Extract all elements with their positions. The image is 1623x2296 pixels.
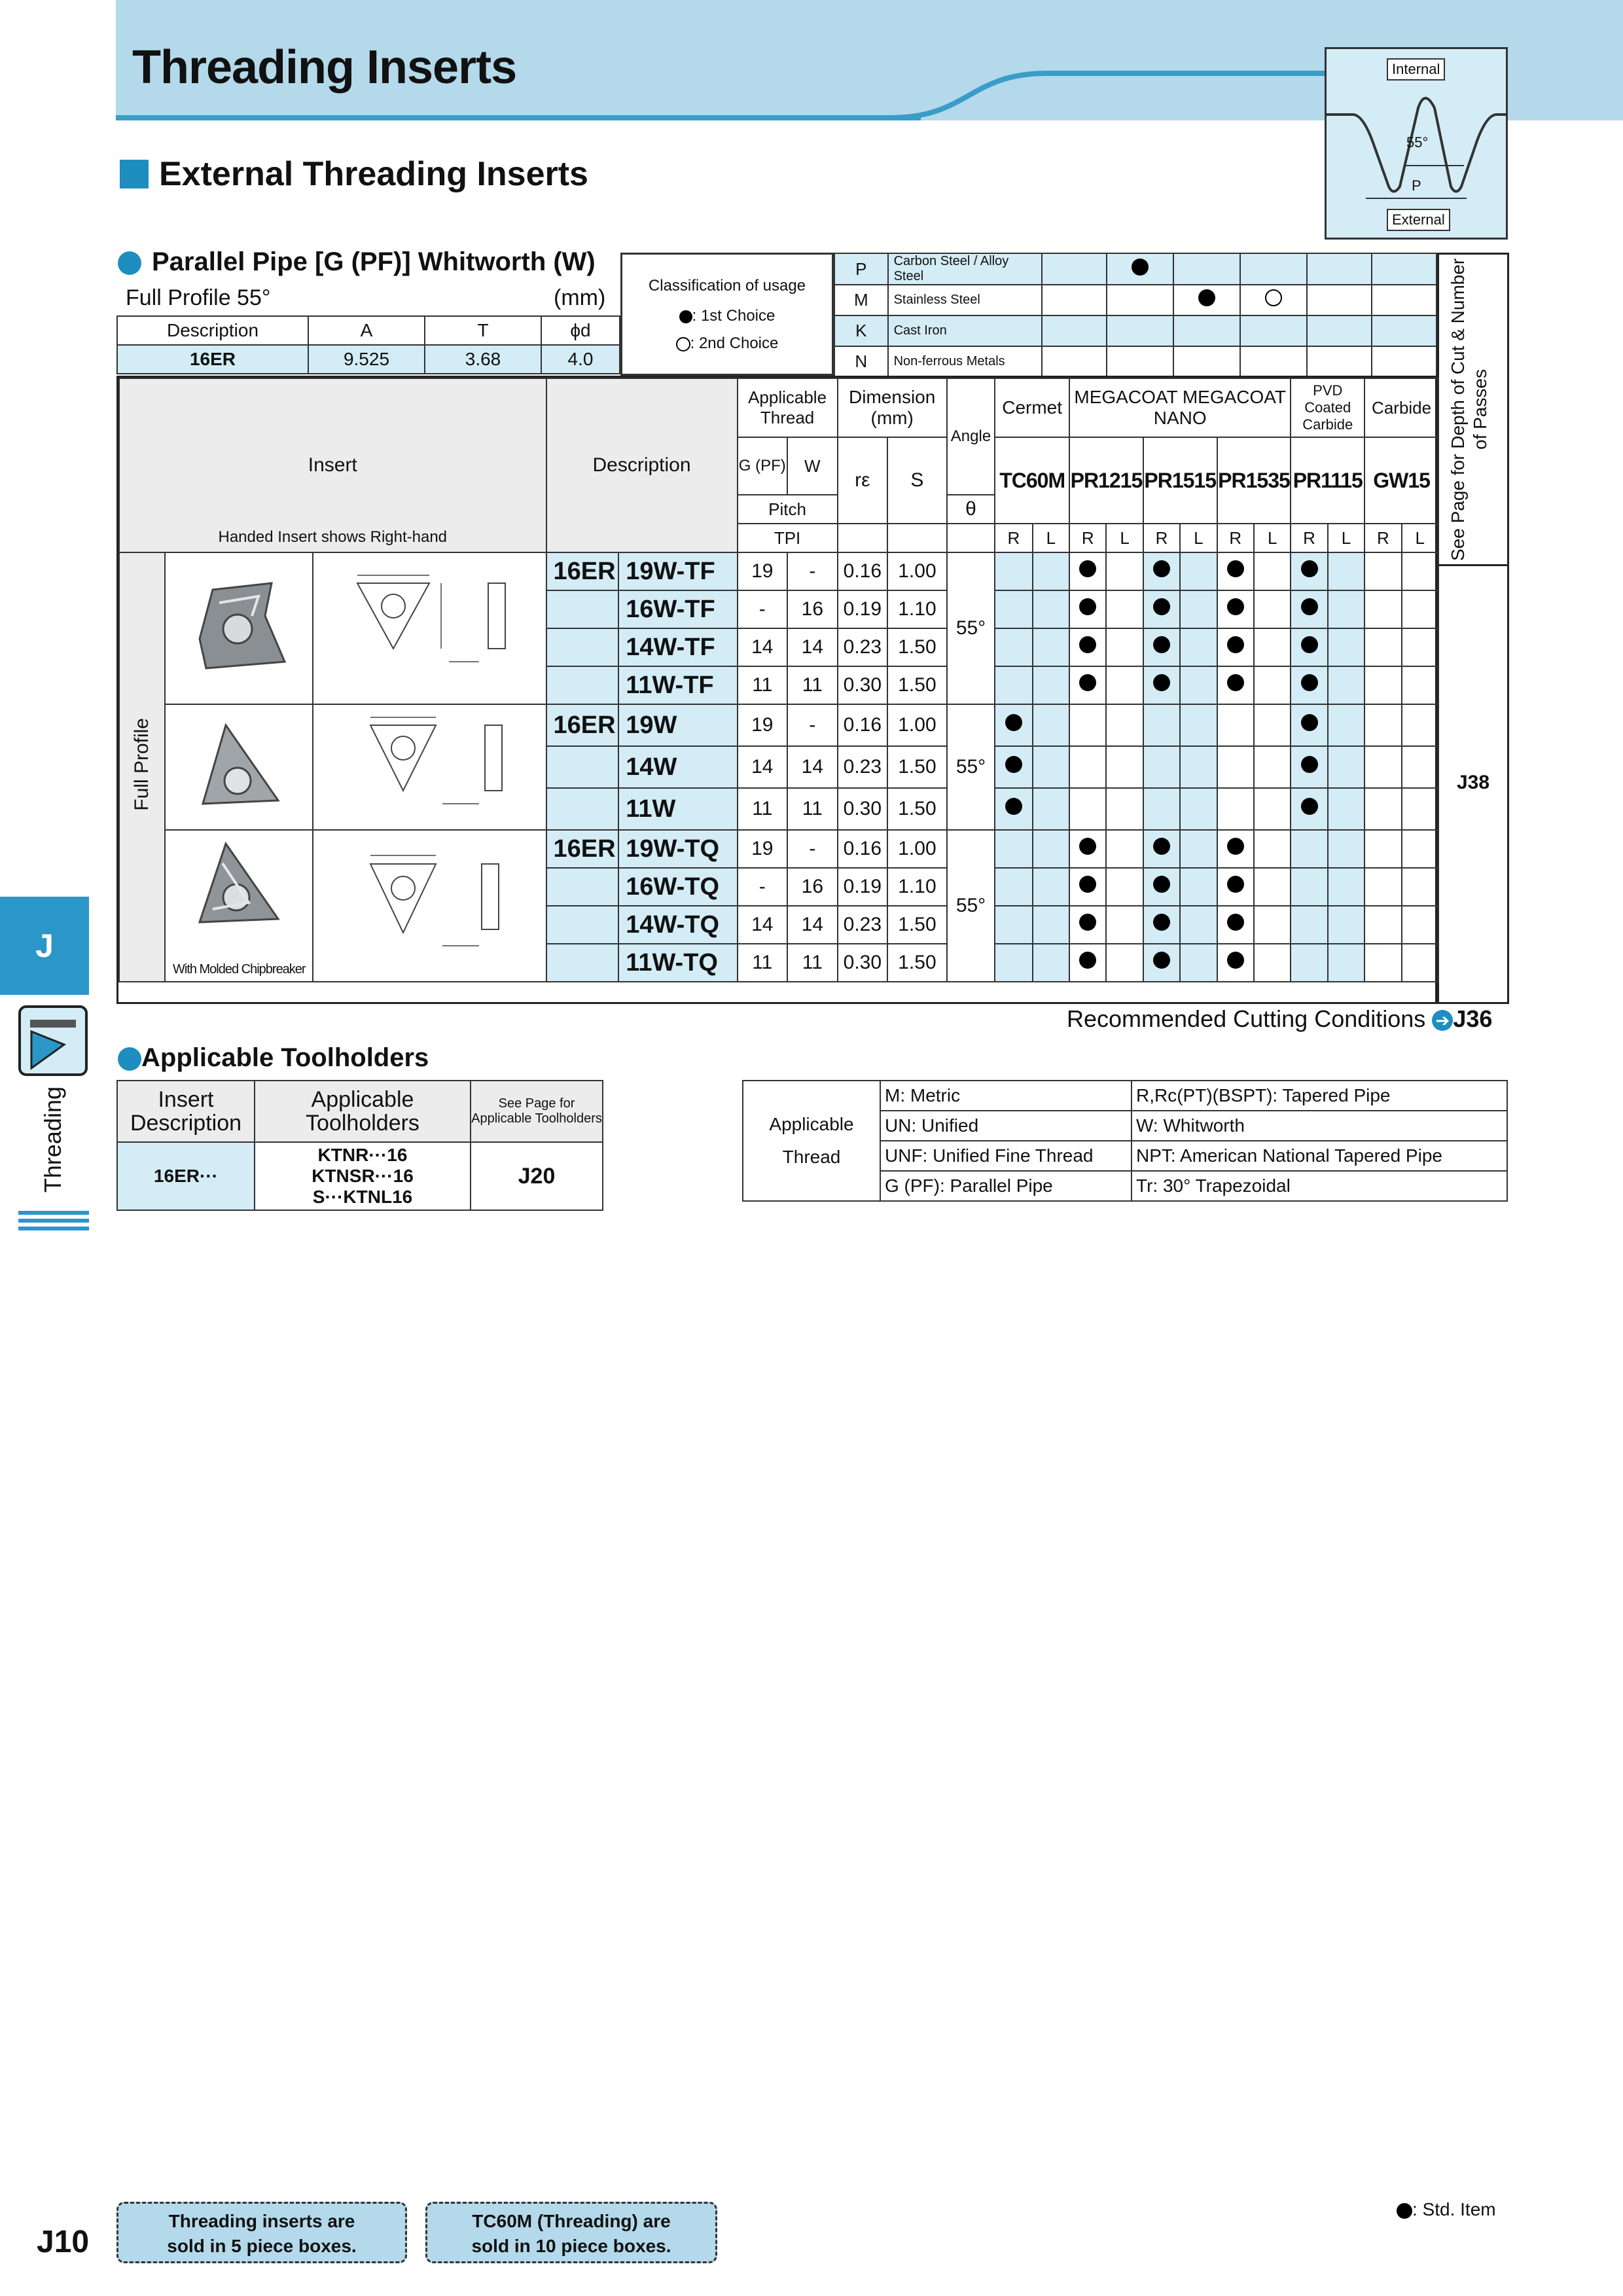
dim-s: 1.00 — [887, 552, 947, 590]
cermet-header: Cermet — [995, 378, 1069, 437]
std-item-icon — [1227, 914, 1244, 931]
dim-s: 1.50 — [887, 788, 947, 830]
insert-tf-icon — [187, 577, 291, 675]
insert-tq-icon — [187, 837, 291, 935]
material-code: M — [834, 285, 888, 315]
legend-item: R,Rc(PT)(BSPT): Tapered Pipe — [1132, 1081, 1507, 1111]
desc-code: 19W — [618, 704, 737, 746]
material-code: N — [834, 346, 888, 377]
dimension-drawing-icon — [331, 564, 527, 688]
insert-table — [116, 376, 1437, 1004]
first-choice-legend — [622, 307, 832, 325]
spec-header-description: Description — [117, 316, 308, 345]
thread-profile-diagram — [1325, 47, 1508, 240]
thread-g: 19 — [738, 704, 788, 746]
desc-code: 16W-TQ — [618, 868, 737, 906]
side-rule — [18, 1227, 89, 1230]
thread-g: 14 — [738, 628, 788, 666]
dim-re: 0.30 — [838, 666, 888, 704]
side-label-wrap — [39, 1086, 79, 1198]
spec-header-a: A — [308, 316, 425, 345]
dim-re: 0.23 — [838, 628, 888, 666]
recommended-label: Recommended Cutting Conditions — [1067, 1005, 1426, 1032]
applicable-thread-header: Applicable Thread — [738, 378, 838, 437]
s-header: S — [887, 437, 947, 524]
std-item-icon — [1079, 838, 1096, 855]
classification-title: Classification of usage — [648, 277, 806, 295]
g-pf-header: G (PF) — [738, 437, 788, 495]
thread-w: - — [787, 552, 838, 590]
thread-w: 14 — [787, 746, 838, 788]
thread-g: 14 — [738, 746, 788, 788]
dim-s: 1.00 — [887, 704, 947, 746]
dim-re: 0.19 — [838, 868, 888, 906]
std-item-icon — [1301, 674, 1318, 691]
profile-cell — [119, 552, 165, 982]
material-name: Carbon Steel / Alloy Steel — [888, 253, 1042, 285]
header-curve — [851, 65, 1348, 124]
std-item-icon — [1227, 674, 1244, 691]
thread-g: - — [738, 868, 788, 906]
legend-label-1: Applicable — [769, 1114, 854, 1134]
second-choice-label: : 2nd Choice — [690, 334, 779, 352]
profile-label: Full Profile — [131, 718, 153, 811]
megacoat-header: MEGACOAT MEGACOAT NANO — [1069, 378, 1291, 437]
thread-g: 11 — [738, 944, 788, 982]
insert-header-label: Insert — [308, 454, 357, 476]
spec-cell-d: 4.0 — [541, 345, 620, 374]
dim-re: 0.30 — [838, 944, 888, 982]
second-choice-legend — [622, 334, 832, 353]
angle-value: 55° — [947, 704, 995, 830]
dim-s: 1.50 — [887, 746, 947, 788]
pitch-header: Pitch — [738, 495, 838, 524]
hand-r: R — [995, 524, 1032, 552]
box-note-1-line: Threading inserts are — [168, 2211, 355, 2231]
hand-r: R — [1217, 524, 1254, 552]
desc-prefix: 16ER — [546, 704, 619, 746]
dim-s: 1.00 — [887, 830, 947, 868]
dim-s: 1.10 — [887, 590, 947, 628]
external-label: External — [1387, 209, 1450, 231]
dim-s: 1.50 — [887, 628, 947, 666]
std-item-icon — [1079, 636, 1096, 653]
spec-header-t: T — [425, 316, 541, 345]
profile-label: Full Profile 55° — [126, 285, 271, 310]
theta-header: θ — [947, 495, 995, 524]
std-item-icon — [1301, 756, 1318, 773]
std-item-icon — [1227, 952, 1244, 969]
std-item-icon — [1227, 636, 1244, 653]
thread-g: 19 — [738, 830, 788, 868]
std-item-icon — [1301, 560, 1318, 577]
material-name: Stainless Steel — [888, 285, 1042, 315]
th-header-insert: Insert Description — [117, 1081, 255, 1142]
description-header: Description — [546, 378, 738, 552]
dim-re: 0.30 — [838, 788, 888, 830]
recommended-conditions[interactable] — [1067, 1005, 1492, 1033]
std-item-icon — [1227, 876, 1244, 893]
depth-page-ref: J38 — [1456, 772, 1490, 793]
hand-l: L — [1106, 524, 1143, 552]
legend-label — [743, 1081, 880, 1201]
thread-w: 14 — [787, 906, 838, 944]
std-item-icon — [1153, 560, 1170, 577]
std-item-icon — [1397, 2203, 1412, 2219]
hand-l: L — [1254, 524, 1291, 552]
dim-re: 0.16 — [838, 704, 888, 746]
std-item-icon — [1005, 798, 1022, 815]
std-item-icon — [1153, 838, 1170, 855]
th-holders — [255, 1142, 471, 1210]
thread-g: - — [738, 590, 788, 628]
desc-code: 14W-TQ — [618, 906, 737, 944]
thread-w: - — [787, 830, 838, 868]
recommended-page[interactable]: J36 — [1453, 1005, 1493, 1032]
thread-g: 19 — [738, 552, 788, 590]
dimension-table — [116, 315, 620, 374]
std-item-icon — [1079, 876, 1096, 893]
grade-tc60m: TC60M — [995, 437, 1069, 524]
box-note-1 — [116, 2202, 407, 2263]
std-item-icon — [1153, 914, 1170, 931]
std-item-icon — [1079, 952, 1096, 969]
side-rule — [18, 1219, 89, 1223]
dim-re: 0.16 — [838, 552, 888, 590]
section-title: External Threading Inserts — [159, 155, 588, 193]
hand-l: L — [1180, 524, 1217, 552]
grade-pr1515: PR1515 — [1143, 437, 1217, 524]
std-item-icon — [1079, 674, 1096, 691]
desc-code: 14W — [618, 746, 737, 788]
std-item-icon — [1301, 598, 1318, 615]
depth-header: See Page for Depth of Cut & Number of Passes — [1448, 258, 1490, 561]
insert-w-icon — [187, 715, 291, 814]
threading-tool-icon — [18, 1005, 88, 1077]
std-item-icon — [1153, 876, 1170, 893]
insert-photo-tf — [165, 552, 313, 704]
std-item-icon — [1079, 598, 1096, 615]
page-number: J10 — [37, 2225, 90, 2259]
thread-w: - — [787, 704, 838, 746]
side-rule — [18, 1211, 89, 1215]
first-choice-label: : 1st Choice — [692, 307, 776, 325]
std-item-icon — [1227, 838, 1244, 855]
pvd-header: PVD Coated Carbide — [1291, 378, 1364, 437]
desc-code: 14W-TF — [618, 628, 737, 666]
std-item-label: : Std. Item — [1412, 2199, 1496, 2219]
filled-circle-icon — [679, 310, 692, 323]
thread-w: 11 — [787, 788, 838, 830]
section-marker-icon — [120, 160, 149, 188]
std-item-icon — [1301, 714, 1318, 731]
material-name: Non-ferrous Metals — [888, 346, 1042, 377]
std-item-icon — [1005, 756, 1022, 773]
subsection-title: Parallel Pipe [G (PF)] Whitworth (W) — [152, 247, 596, 276]
dim-re: 0.23 — [838, 746, 888, 788]
arrow-right-icon: ➔ — [1432, 1010, 1453, 1031]
std-item-icon — [1227, 560, 1244, 577]
thread-g: 11 — [738, 666, 788, 704]
legend-item: UNF: Unified Fine Thread — [880, 1141, 1132, 1171]
std-item-icon — [1153, 636, 1170, 653]
spec-cell-description: 16ER — [117, 345, 308, 374]
toolholders-table — [116, 1080, 603, 1211]
spec-cell-t: 3.68 — [425, 345, 541, 374]
hand-l: L — [1328, 524, 1364, 552]
thread-w: 11 — [787, 944, 838, 982]
box-note-2 — [425, 2202, 717, 2263]
desc-code: 19W-TQ — [618, 830, 737, 868]
th-page[interactable]: J20 — [471, 1142, 603, 1210]
insert-photo-tq — [165, 830, 313, 982]
std-item-icon — [1301, 798, 1318, 815]
chipbreaker-note: With Molded Chipbreaker — [172, 962, 306, 977]
std-item-icon — [1153, 598, 1170, 615]
th-header-page: See Page for Applicable Toolholders — [471, 1081, 603, 1142]
second-choice-icon — [1265, 289, 1282, 306]
dim-s: 1.10 — [887, 868, 947, 906]
thread-g: 11 — [738, 788, 788, 830]
spec-cell-a: 9.525 — [308, 345, 425, 374]
legend-label-2: Thread — [782, 1147, 841, 1167]
angle-label: 55° — [1406, 134, 1429, 151]
dim-s: 1.50 — [887, 944, 947, 982]
th-header-holders: Applicable Toolholders — [255, 1081, 471, 1142]
dim-re: 0.23 — [838, 906, 888, 944]
legend-item: W: Whitworth — [1132, 1111, 1507, 1141]
depth-of-cut-column — [1437, 253, 1509, 1004]
tpi-header: TPI — [738, 524, 838, 552]
open-circle-icon — [676, 337, 690, 351]
toolholders-title: Applicable Toolholders — [141, 1043, 429, 1072]
hand-r: R — [1143, 524, 1180, 552]
header-rule — [116, 115, 921, 120]
internal-label: Internal — [1387, 58, 1445, 81]
holder-item: KTNR···16 — [317, 1145, 408, 1165]
holder-item: S···KTNL16 — [312, 1187, 413, 1207]
box-note-2-line: TC60M (Threading) are — [472, 2211, 671, 2231]
std-item-icon — [1153, 674, 1170, 691]
insert-drawing-tq — [313, 830, 546, 982]
thread-legend-table — [742, 1080, 1508, 1202]
std-item-icon — [1227, 598, 1244, 615]
std-item-icon — [1079, 560, 1096, 577]
side-label: Threading — [39, 1086, 66, 1193]
hand-r: R — [1291, 524, 1327, 552]
thread-w: 16 — [787, 868, 838, 906]
carbide-header: Carbide — [1364, 378, 1438, 437]
hand-r: R — [1364, 524, 1401, 552]
pitch-label: P — [1412, 177, 1421, 194]
toolholders-dot-icon — [118, 1047, 141, 1071]
chapter-tab-j[interactable]: J — [0, 897, 89, 995]
subsection-dot-icon — [118, 251, 141, 275]
insert-header — [119, 378, 546, 552]
hand-l: L — [1033, 524, 1069, 552]
std-item-icon — [1301, 636, 1318, 653]
legend-item: M: Metric — [880, 1081, 1132, 1111]
grade-pr1115: PR1115 — [1291, 437, 1364, 524]
thread-w: 16 — [787, 590, 838, 628]
first-choice-icon — [1198, 289, 1215, 306]
insert-drawing-tf — [313, 552, 546, 704]
re-header: rε — [838, 437, 888, 524]
std-item-legend — [1397, 2199, 1496, 2220]
legend-item: G (PF): Parallel Pipe — [880, 1171, 1132, 1201]
angle-header: Angle — [947, 378, 995, 495]
grade-pr1535: PR1535 — [1217, 437, 1291, 524]
holder-item: KTNSR···16 — [312, 1166, 414, 1186]
first-choice-icon — [1132, 259, 1149, 276]
desc-prefix: 16ER — [546, 830, 619, 868]
thread-g: 14 — [738, 906, 788, 944]
thread-w: 14 — [787, 628, 838, 666]
spec-header-d: ϕd — [541, 316, 620, 345]
angle-value: 55° — [947, 830, 995, 982]
box-note-2-line: sold in 10 piece boxes. — [471, 2236, 671, 2256]
desc-prefix: 16ER — [546, 552, 619, 590]
dimension-header: Dimension (mm) — [838, 378, 947, 437]
hand-l: L — [1402, 524, 1438, 552]
th-insert: 16ER··· — [117, 1142, 255, 1210]
material-name: Cast Iron — [888, 315, 1042, 346]
std-item-icon — [1005, 714, 1022, 731]
w-header: W — [787, 437, 838, 495]
material-code: P — [834, 253, 888, 285]
page-title: Threading Inserts — [132, 41, 517, 94]
desc-code: 19W-TF — [618, 552, 737, 590]
hand-r: R — [1069, 524, 1106, 552]
desc-code: 16W-TF — [618, 590, 737, 628]
desc-code: 11W-TF — [618, 666, 737, 704]
classification-legend — [620, 253, 834, 376]
insert-drawing-w — [313, 704, 546, 830]
unit-label: (mm) — [554, 285, 606, 310]
desc-code: 11W — [618, 788, 737, 830]
box-note-1-line: sold in 5 piece boxes. — [167, 2236, 357, 2256]
dim-re: 0.16 — [838, 830, 888, 868]
angle-value: 55° — [947, 552, 995, 704]
dim-s: 1.50 — [887, 906, 947, 944]
dim-s: 1.50 — [887, 666, 947, 704]
dimension-drawing-icon — [331, 706, 527, 823]
material-table — [834, 253, 1437, 378]
legend-item: NPT: American National Tapered Pipe — [1132, 1141, 1507, 1171]
legend-item: UN: Unified — [880, 1111, 1132, 1141]
material-code: K — [834, 315, 888, 346]
insert-photo-w — [165, 704, 313, 830]
grade-pr1215: PR1215 — [1069, 437, 1143, 524]
desc-code: 11W-TQ — [618, 944, 737, 982]
std-item-icon — [1079, 914, 1096, 931]
dim-re: 0.19 — [838, 590, 888, 628]
std-item-icon — [1153, 952, 1170, 969]
handed-note: Handed Insert shows Right-hand — [218, 528, 448, 546]
dimension-drawing-icon — [331, 841, 527, 965]
legend-item: Tr: 30° Trapezoidal — [1132, 1171, 1507, 1201]
thread-w: 11 — [787, 666, 838, 704]
grade-gw15: GW15 — [1364, 437, 1438, 524]
